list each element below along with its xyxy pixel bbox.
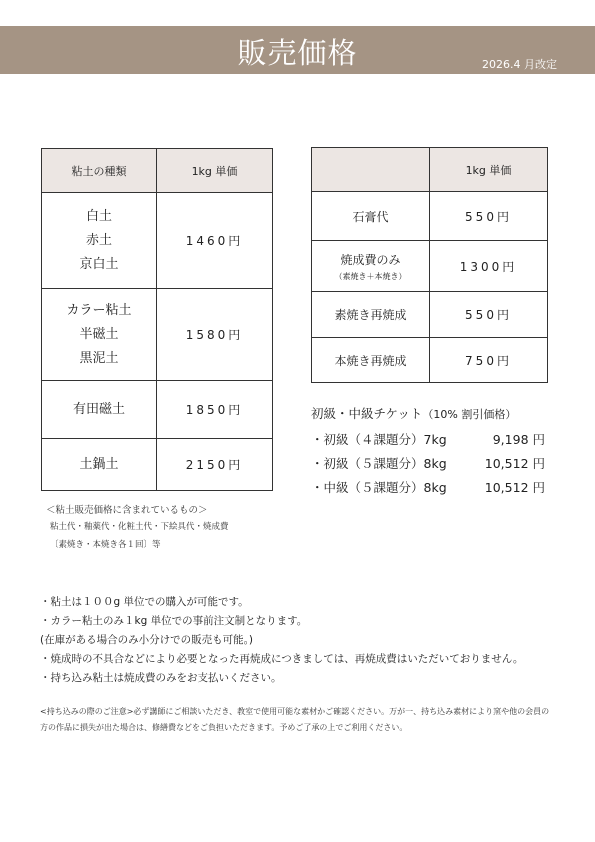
- clay-names: [42, 289, 157, 381]
- note-line: ・カラー粘土のみ１kg 単位での事前注文制となります。: [40, 615, 308, 627]
- inclusion-line: 粘土代・釉薬代・化粧土代・下絵具代・焼成費: [50, 522, 229, 532]
- clay-name: 京白土: [79, 256, 119, 272]
- clay-names: [42, 381, 157, 439]
- clay-name: カラー粘土: [66, 302, 132, 318]
- fee-item-header: [312, 148, 430, 192]
- table-row: [312, 338, 548, 383]
- clay-name: 黒泥土: [79, 350, 119, 366]
- clay-price: 2150円: [157, 439, 273, 491]
- table-row: [42, 193, 273, 289]
- fee-item-name: 焼成費のみ: [340, 252, 401, 267]
- ticket-price: 10,512 円: [484, 480, 545, 495]
- clay-name: 赤土: [85, 232, 112, 248]
- ticket-price: 9,198 円: [492, 432, 545, 447]
- table-row: [312, 292, 548, 338]
- table-row: [42, 381, 273, 439]
- ticket-label: ・中級（５課題分）8kg: [311, 480, 447, 495]
- unit-price-header: 1kg 単価: [430, 148, 548, 192]
- table-row: [312, 241, 548, 292]
- firing-fee-table: [311, 147, 548, 383]
- clay-name: 半磁土: [79, 326, 119, 342]
- clay-price-table: [41, 148, 273, 491]
- clay-price: 1580円: [157, 289, 273, 381]
- title-banner: [0, 26, 595, 74]
- ticket-discount: （10% 割引価格）: [422, 408, 517, 421]
- note-line: ・焼成時の不具合などにより必要となった再焼成につきましては、再焼成費はいただいておりません。: [40, 653, 524, 665]
- clay-names: [42, 439, 157, 491]
- fee-item-cell: [312, 241, 430, 292]
- fee-price: 750円: [430, 338, 548, 383]
- ticket-item: [311, 454, 551, 472]
- revision-date: 2026.4 月改定: [482, 58, 557, 71]
- ticket-label: ・初級（４課題分）7kg: [311, 432, 447, 447]
- fee-item-name: 素焼き再焼成: [312, 292, 430, 338]
- ticket-item: [311, 478, 551, 496]
- page-title: 販売価格: [237, 36, 358, 70]
- ticket-label: ・初級（５課題分）8kg: [311, 456, 447, 471]
- table-row: [42, 289, 273, 381]
- clay-name: 土鍋土: [79, 456, 119, 472]
- clay-price: 1850円: [157, 381, 273, 439]
- clay-name: 白土: [85, 208, 112, 224]
- fee-item-name: 本焼き再焼成: [312, 338, 430, 383]
- bring-in-note: <持ち込みの際のご注意>必ず講師にご相談いただき、教室で使用可能な素材かご確認ください。万が一、持ち込み素材により窯や他の会員の方の作品に損失が出た場合は、修繕費などをご負担いただきます。予めご了承の上でご利用ください。: [40, 707, 550, 732]
- fee-price: 1300円: [430, 241, 548, 292]
- ticket-item: [311, 430, 551, 448]
- inclusion-title: ＜粘土販売価格に含まれているもの＞: [46, 505, 208, 516]
- inclusion-line: 〔素焼き・本焼き各１回〕等: [50, 540, 161, 550]
- fee-price: 550円: [430, 192, 548, 241]
- table-row: [42, 439, 273, 491]
- fee-item-subnote: （素焼き＋本焼き）: [334, 271, 407, 281]
- ticket-price: 10,512 円: [484, 456, 545, 471]
- clay-names: [42, 193, 157, 289]
- ticket-heading: [311, 404, 516, 422]
- table-row: [312, 192, 548, 241]
- clay-price: 1460円: [157, 193, 273, 289]
- clay-name: 有田磁土: [72, 401, 125, 417]
- note-line: ・粘土は１００g 単位での購入が可能です。: [40, 596, 249, 608]
- ticket-title: 初級・中級チケット: [311, 406, 423, 421]
- note-line: ・持ち込み粘土は焼成費のみをお支払いください。: [40, 672, 282, 684]
- note-line: (在庫がある場合のみ小分けでの販売も可能。): [40, 634, 253, 646]
- fee-price: 550円: [430, 292, 548, 338]
- clay-type-header: 粘土の種類: [42, 149, 157, 193]
- unit-price-header: 1kg 単価: [157, 149, 273, 193]
- fee-item-name: 石膏代: [312, 192, 430, 241]
